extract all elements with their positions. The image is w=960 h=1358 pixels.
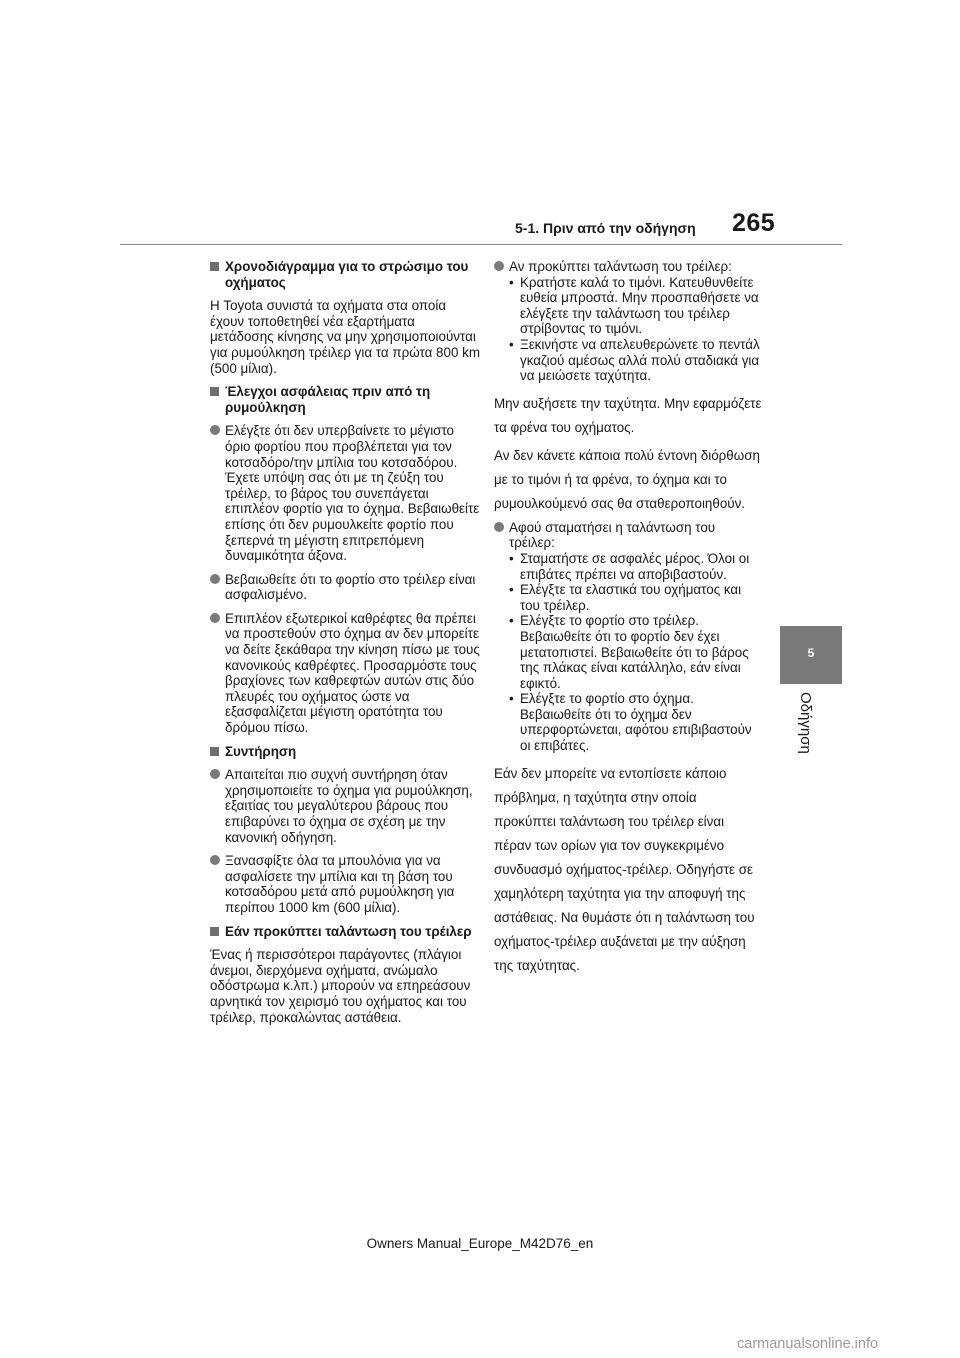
heading-safety-checks (210, 384, 480, 415)
sub-bullet-text: Κρατήστε καλά το τιμόνι. Κατευθυνθείτε ευθεία μπροστά. Μην προσπαθήσετε να ελέγξετε την ταλάντωση του τρέιλερ στρίβοντας το τιμόνι. (520, 274, 759, 337)
sub-bullet (509, 337, 762, 384)
section-title: 5-1. Πριν από την οδήγηση (515, 220, 696, 236)
chapter-title: Οδήγηση (797, 692, 814, 754)
paragraph: Η Toyota συνιστά τα οχήματα στα οποία έχουν τοποθετηθεί νέα εξαρτήματα μετάδοσης κίνησης να μην χρησιμοποιούνται για ρυμούλκηση τρέιλερ για τα πρώτα 800 km (500 μίλια). (210, 298, 480, 376)
bullet-dot-icon: • (509, 613, 514, 629)
chapter-number: 5 (807, 646, 815, 660)
paragraph: Μην αυξήσετε την ταχύτητα. Μην εφαρμόζετε τα φρένα του οχήματος. (494, 395, 762, 435)
list-item-text: Ελέγξτε ότι δεν υπερβαίνετε το μέγιστο όριο φορτίου που προβλέπεται για τον κοτσαδόρο/την μπίλια του κοτσαδόρου. Έχετε υπόψη σας ότι με τη ζεύξη του τρέιλερ, το βάρος του συνεπάγεται επιπλέον φορτίο για το όχημα. Βεβαιωθείτε επίσης ότι δεν ρυμουλκείτε φορτίο που ξεπερνά τη μέγιστη επιτρεπόμενη δυναμικότητα άξονα. (225, 423, 480, 564)
list-item (210, 767, 480, 845)
sub-bullet-text: Ξεκινήστε να απελευθερώνετε το πεντάλ γκαζιού αμέσως αλλά πολύ σταδιακά για να μειώσετε ταχύτητα. (520, 336, 760, 384)
bullet-dot-icon: • (509, 691, 514, 707)
list-item (210, 853, 480, 915)
sub-bullet-text: Ελέγξτε τα ελαστικά του οχήματος και του τρέιλερ. (520, 582, 742, 613)
square-bullet-icon (210, 387, 219, 396)
bullet-dot-icon: • (509, 274, 514, 290)
list-item-text: Αφού σταματήσει η ταλάντωση του τρέιλερ: (509, 519, 716, 551)
circle-bullet-icon (210, 425, 220, 435)
circle-bullet-icon (210, 769, 220, 779)
circle-bullet-icon (494, 522, 504, 532)
list-item (210, 423, 480, 563)
sub-bullet-text: Σταματήστε σε ασφαλές μέρος. Όλοι οι επιβάτες πρέπει να αποβιβαστούν. (520, 550, 750, 582)
list-item (210, 611, 480, 736)
sub-bullet (509, 551, 762, 582)
circle-bullet-icon (494, 261, 504, 271)
square-bullet-icon (210, 747, 219, 756)
list-item-text: Βεβαιωθείτε ότι το φορτίο στο τρέιλερ είναι ασφαλισμένο. (225, 571, 476, 603)
watermark: carmanualsonline.info (737, 1336, 879, 1352)
paragraph: Αν δεν κάνετε κάποια πολύ έντονη διόρθωση με το τιμόνι ή τα φρένα, το όχημα και το ρυμουλκούμενό σας θα σταθεροποιηθούν. (494, 447, 760, 511)
square-bullet-icon (210, 262, 219, 271)
list-item (494, 259, 762, 384)
circle-bullet-icon (210, 613, 220, 623)
heading-maintenance (210, 744, 480, 760)
list-item-text: Επιπλέον εξωτερικοί καθρέφτες θα πρέπει να προστεθούν στο όχημα αν δεν μπορείτε να δείτε ξεκάθαρα την κίνηση πίσω με τους κανονικούς καθρέφτες. Προσαρμόστε τους βραχίονες των καθρεφτών αυτών στις δύο πλευρές του οχήματος ώστε να εξασφαλίζεται μέγιστη ορατότητα του δρόμου πίσω. (225, 610, 480, 736)
sub-bullet (509, 613, 762, 691)
sub-bullet-text: Ελέγξτε το φορτίο στο όχημα. Βεβαιωθείτε ότι το όχημα δεν υπερφορτώνεται, αφότου επιβιβαστούν οι επιβάτες. (520, 691, 752, 754)
sub-bullet (509, 691, 762, 753)
list-item-text: Απαιτείται πιο συχνή συντήρηση όταν χρησιμοποιείτε το όχημα για ρυμούλκηση, εξαιτίας του μεγαλύτερου βάρους που επιβαρύνει το όχημα σε σχέση με την κανονική οδήγηση. (225, 767, 473, 845)
bullet-dot-icon: • (509, 336, 514, 352)
list-item (494, 520, 762, 754)
left-column (210, 259, 480, 1033)
square-bullet-icon (210, 927, 219, 936)
bullet-dot-icon: • (509, 582, 514, 598)
paragraph: Ένας ή περισσότεροι παράγοντες (πλάγιοι άνεμοι, διερχόμενα οχήματα, ανώμαλο οδόστρωμα κ.λπ.) μπορούν να επηρεάσουν αρνητικά τον χειρισμό του οχήματος και του τρέιλερ, προκαλώντας αστάθεια. (210, 947, 471, 1025)
heading-trailer-sway (210, 924, 480, 940)
sub-bullet (509, 275, 762, 337)
list-item-text: Ξανασφίξτε όλα τα μπουλόνια για να ασφαλίσετε την μπίλια και τη βάση του κοτσαδόρου μετά από ρυμούλκηση για περίπου 1000 km (600 μίλια). (225, 853, 455, 915)
heading-text: Συντήρηση (225, 743, 297, 759)
sub-bullet-text: Ελέγξτε το φορτίο στο τρέιλερ. Βεβαιωθείτε ότι το φορτίο δεν έχει μετατοπιστεί. Βεβαιωθείτε ότι το βάρος της πλάκας είναι κατάλληλο, εάν είναι εφικτό. (520, 613, 749, 691)
sub-bullet (509, 582, 762, 613)
heading-text: Χρονοδιάγραμμα για το στρώσιμο του οχήματος (225, 259, 469, 290)
heading-break-in (210, 259, 480, 290)
list-item (210, 572, 480, 603)
page-number: 265 (732, 209, 776, 237)
right-column (494, 259, 762, 982)
footer-text: Owners Manual_Europe_M42D76_en (366, 1236, 594, 1251)
circle-bullet-icon (210, 855, 220, 865)
circle-bullet-icon (210, 574, 220, 584)
heading-text: Εάν προκύπτει ταλάντωση του τρέιλερ (225, 923, 472, 939)
header-divider (120, 244, 842, 245)
list-item-text: Αν προκύπτει ταλάντωση του τρέιλερ: (509, 259, 732, 274)
bullet-dot-icon: • (509, 550, 514, 566)
heading-text: Έλεγχοι ασφάλειας πριν από τη ρυμούλκηση (225, 384, 431, 415)
paragraph: Εάν δεν μπορείτε να εντοπίσετε κάποιο πρόβλημα, η ταχύτητα στην οποία προκύπτει ταλάντωση του τρέιλερ είναι πέραν των ορίων για τον συγκεκριμένο συνδυασμό οχήματος-τρέιλερ. Οδηγήστε σε χαμηλότερη ταχύτητα για την αποφυγή της αστάθειας. Να θυμάστε ότι η ταλάντωση του οχήματος-τρέιλερ αυξάνεται με την αύξηση της ταχύτητας. (494, 765, 755, 973)
